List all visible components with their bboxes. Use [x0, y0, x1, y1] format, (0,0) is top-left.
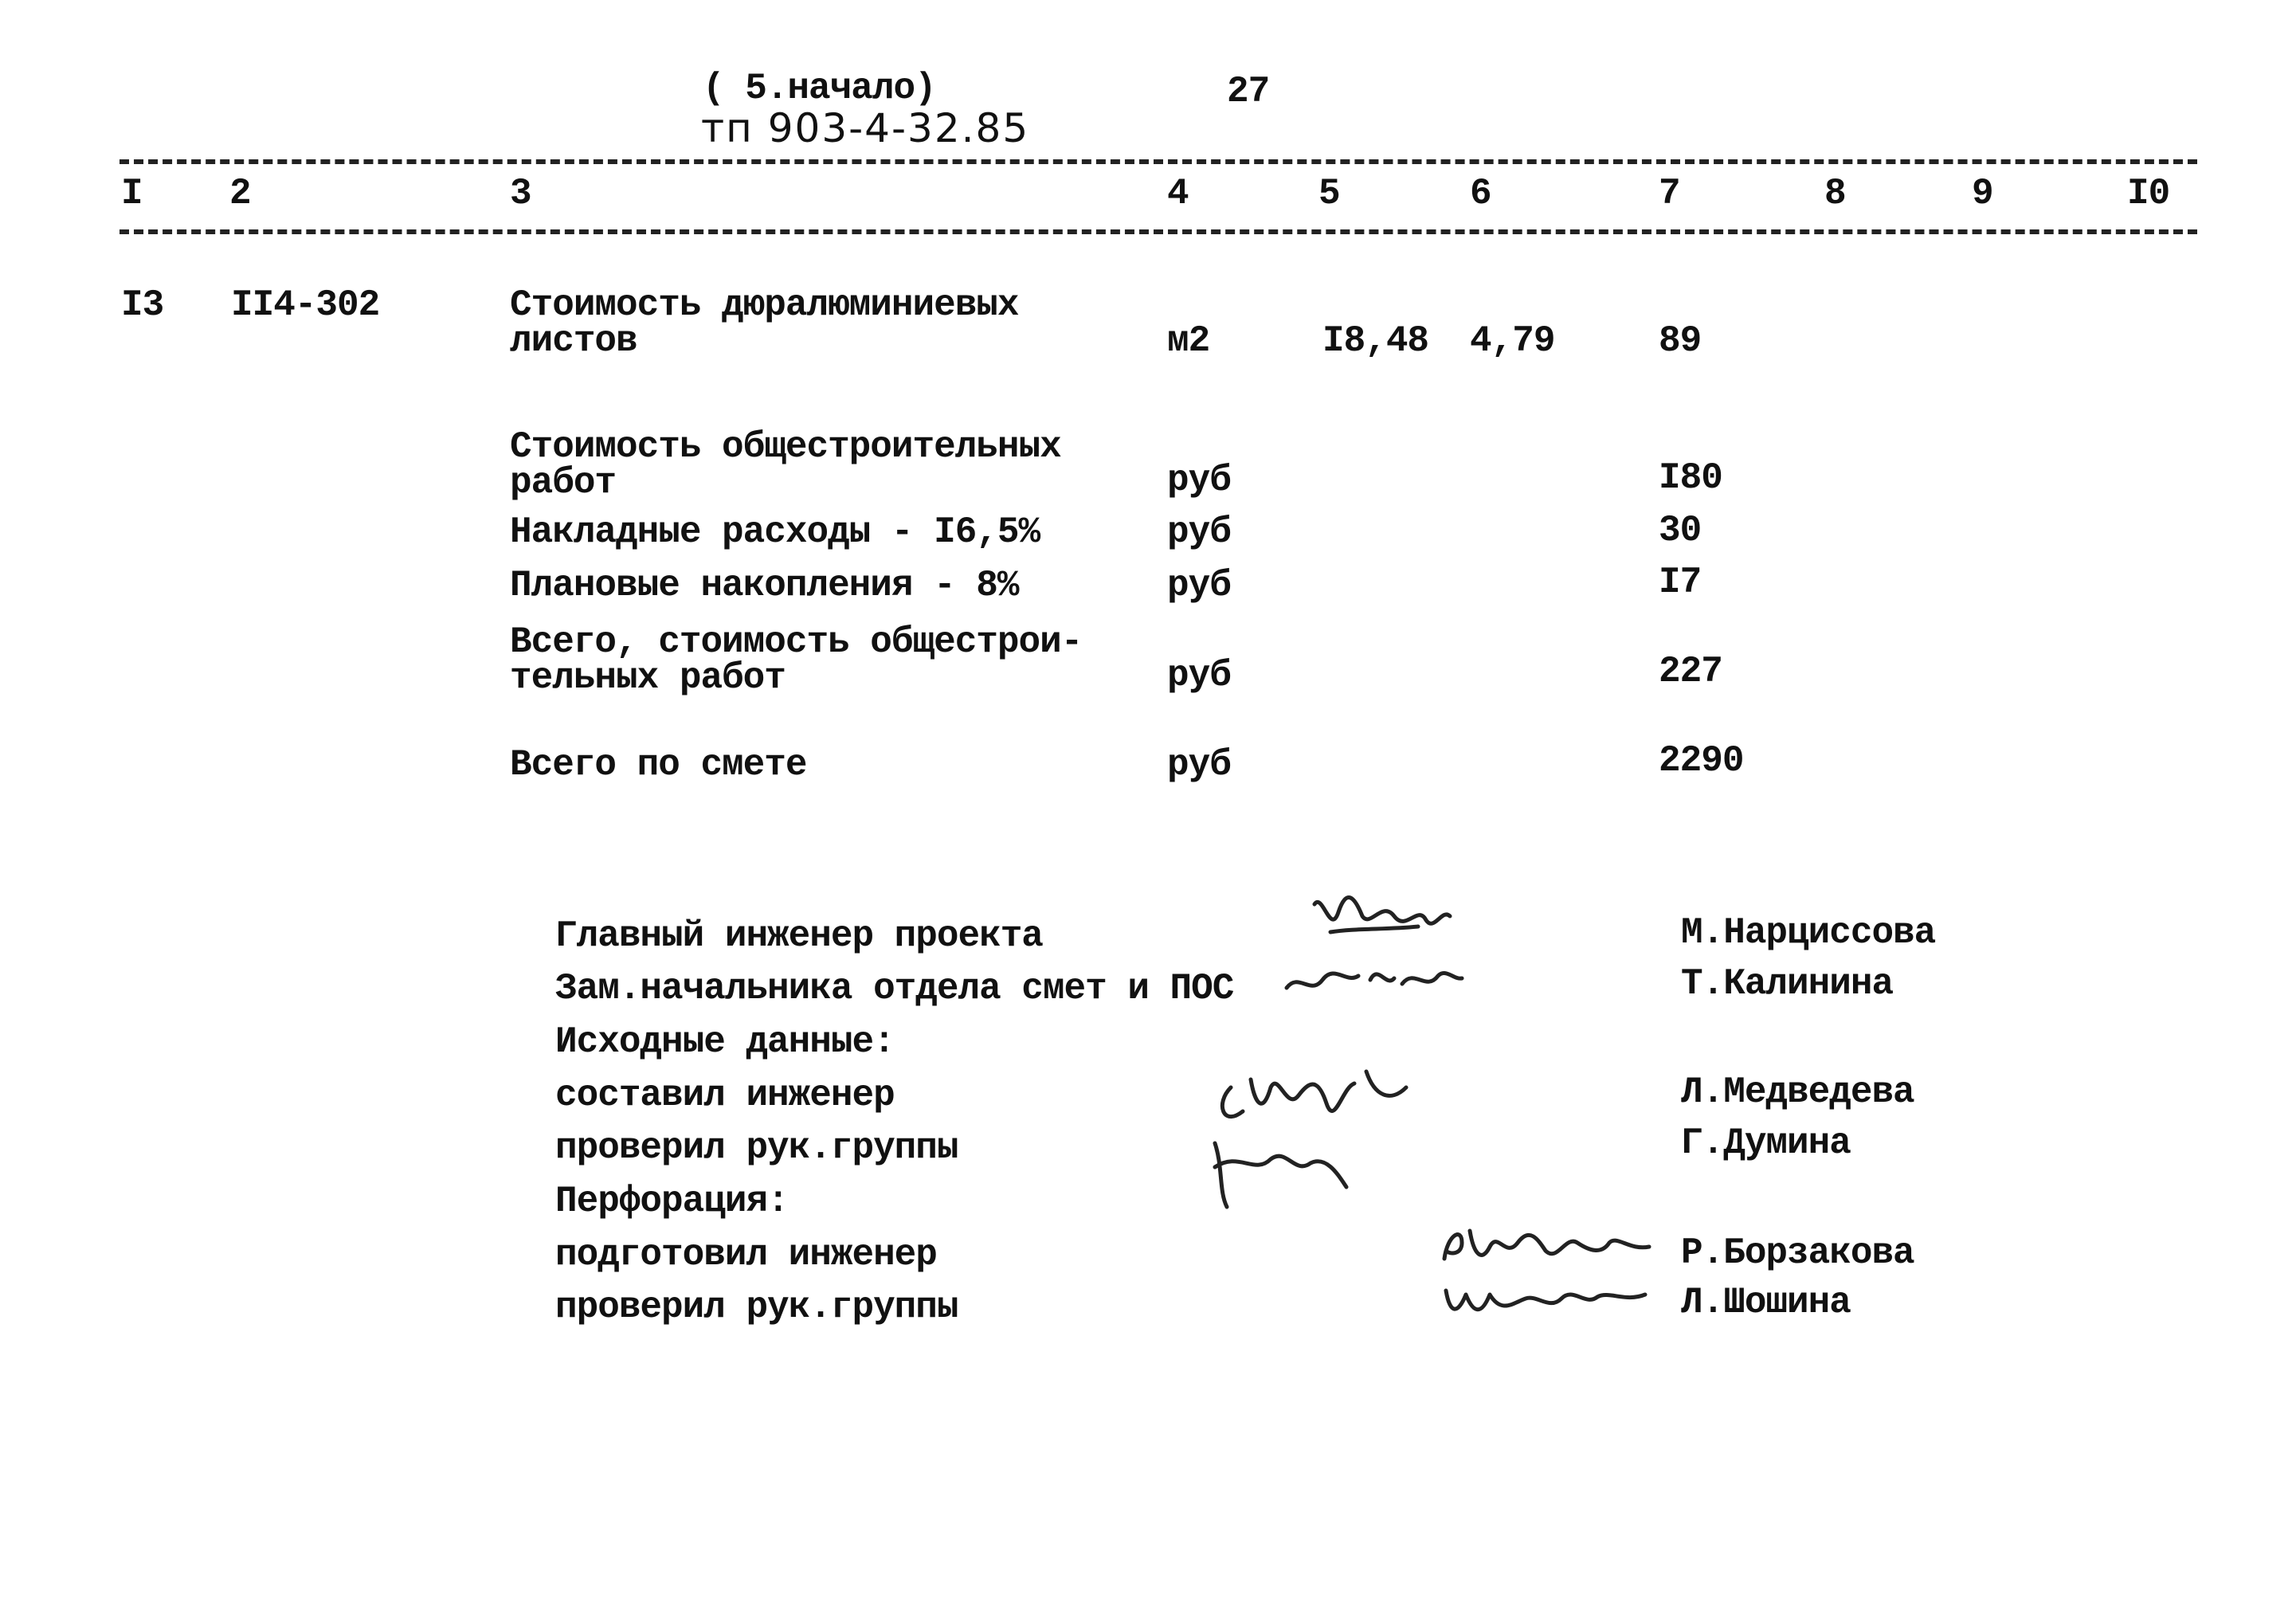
summary-unit: руб: [1167, 655, 1231, 696]
signatory-name: Р.Борзакова: [1681, 1232, 1914, 1274]
header-bottom-rule: [120, 229, 2197, 234]
signatory-role: Главный инженер проекта: [555, 915, 1043, 957]
item-col6: 4,79: [1470, 320, 1555, 362]
column-header: 3: [510, 173, 531, 214]
item-description: Стоимость дюралюминиевых: [510, 284, 1019, 326]
summary-value: I7: [1659, 562, 1702, 603]
summary-unit: руб: [1167, 460, 1231, 501]
column-header: 2: [229, 173, 251, 214]
column-header: 8: [1824, 173, 1846, 214]
section-heading: Перфорация:: [555, 1181, 789, 1222]
signature-dumina: [1199, 1127, 1358, 1215]
summary-label: Стоимость общестроительных: [510, 426, 1061, 468]
signatory-name: Т.Калинина: [1681, 963, 1894, 1005]
signatory-role: проверил рук.группы: [555, 1127, 958, 1169]
summary-unit: руб: [1167, 744, 1231, 785]
summary-value: 2290: [1659, 740, 1744, 782]
summary-label: Накладные расходы - I6,5%: [510, 511, 1040, 553]
column-header: I: [121, 173, 143, 214]
item-description: листов: [510, 320, 637, 362]
signatory-role: составил инженер: [555, 1075, 895, 1116]
column-header: I0: [2127, 173, 2170, 214]
page-number: 27: [1227, 71, 1270, 112]
signatory-name: Л.Шошина: [1681, 1282, 1851, 1323]
summary-label: Плановые накопления - 8%: [510, 565, 1019, 606]
signature-borzakova: [1438, 1219, 1657, 1275]
column-header: 5: [1318, 173, 1340, 214]
signatory-role: проверил рук.группы: [555, 1287, 958, 1328]
summary-label: тельных работ: [510, 657, 786, 699]
header-top-rule: [120, 159, 2197, 164]
signatory-name: Г.Думина: [1681, 1122, 1851, 1164]
column-header: 6: [1470, 173, 1491, 214]
item-col7: 89: [1659, 320, 1702, 362]
summary-unit: руб: [1167, 511, 1231, 553]
signatory-name: М.Нарциссова: [1681, 912, 1936, 954]
signature-shoshina: [1438, 1275, 1653, 1322]
project-code: тп 903-4-32.85: [701, 105, 1030, 151]
summary-value: 227: [1659, 651, 1722, 692]
signature-narcissova: [1307, 888, 1458, 952]
item-code: II4-302: [231, 284, 380, 326]
signature-kalinina: [1283, 956, 1466, 1004]
item-unit: м2: [1167, 320, 1210, 362]
column-header: 9: [1972, 173, 1993, 214]
signatory-role: подготовил инженер: [555, 1234, 937, 1275]
summary-label: Всего, стоимость общестрои-: [510, 621, 1083, 663]
summary-label: Всего по смете: [510, 744, 807, 785]
item-col5: I8,48: [1322, 320, 1429, 362]
summary-unit: руб: [1167, 565, 1231, 606]
column-header: 4: [1167, 173, 1189, 214]
item-number: I3: [121, 284, 164, 326]
signatory-role: Зам.начальника отдела смет и ПОС: [555, 968, 1234, 1009]
signatory-name: Л.Медведева: [1681, 1071, 1914, 1113]
column-header: 7: [1659, 173, 1680, 214]
part-label: ( 5.начало): [703, 68, 936, 109]
summary-value: I80: [1659, 457, 1722, 499]
summary-label: работ: [510, 462, 617, 503]
section-heading: Исходные данные:: [555, 1021, 895, 1063]
summary-value: 30: [1659, 510, 1702, 551]
